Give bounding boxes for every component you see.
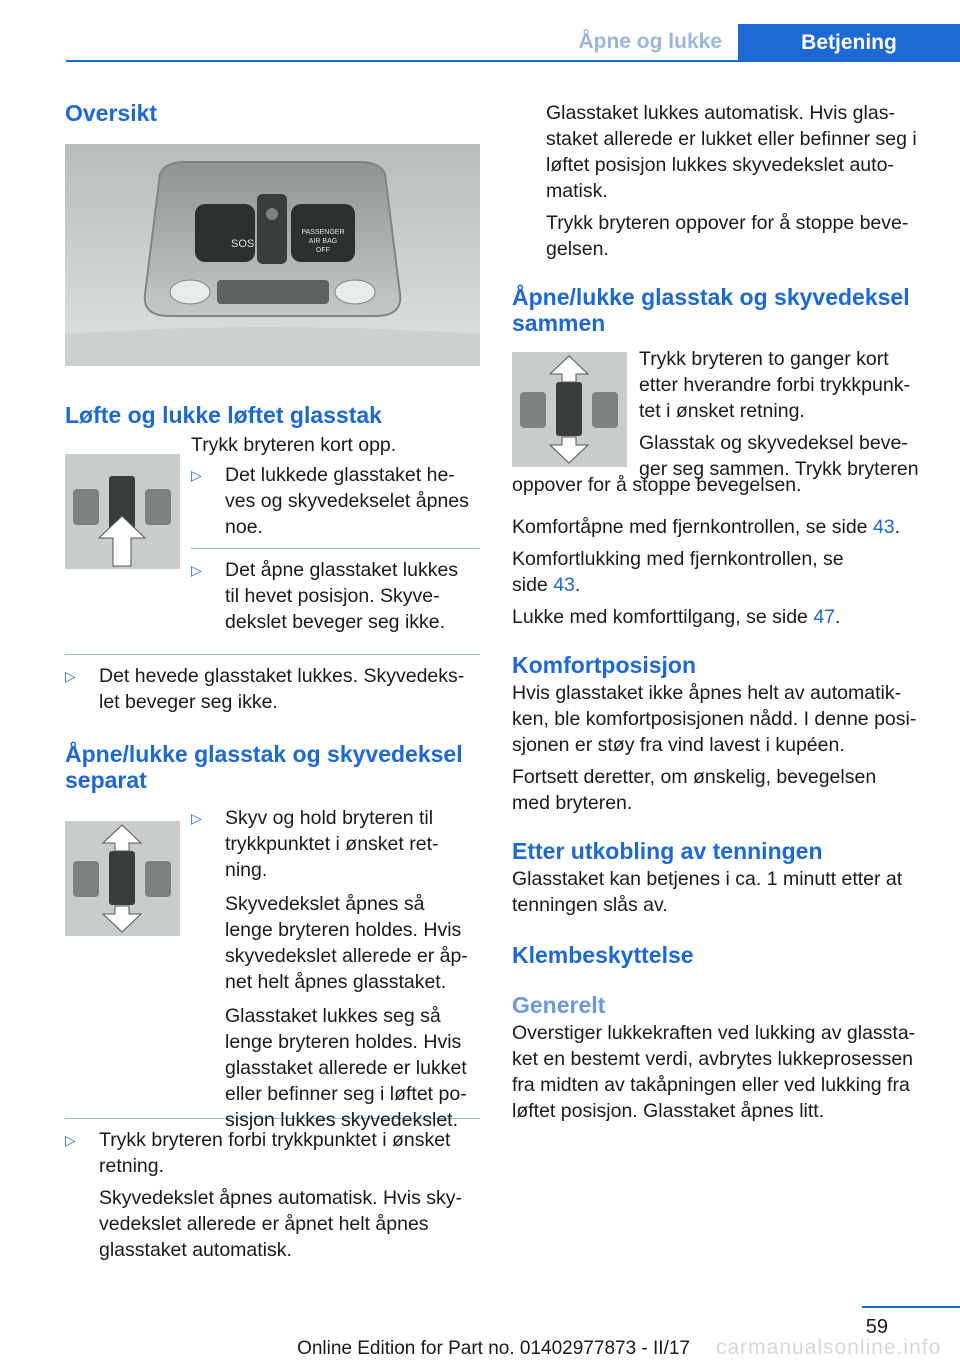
page-number: 59 [865, 1316, 888, 1338]
text-line: med bryteren. [512, 792, 633, 814]
left-column [65, 100, 480, 1263]
heading-oversikt: Oversikt [65, 100, 158, 126]
text-line: net helt åpnes glasstaket. [225, 971, 447, 993]
bullet-marker-icon: ▷ [191, 562, 202, 578]
text-line: eller befinner seg i løftet po‐ [225, 1083, 467, 1105]
watermark: carmanualsonline.info [716, 1336, 942, 1359]
switch-slide-figure [65, 821, 180, 936]
lofte-bullet-2 [191, 557, 480, 635]
text-line: Trykk bryteren oppover for å stoppe beve‐ [546, 212, 909, 234]
heading-line: separat [65, 767, 147, 793]
ref-text: Lukke med komforttilgang, se side [512, 606, 814, 628]
sos-label: SOS [231, 238, 255, 250]
passenger-airbag-label: PASSENGER [301, 229, 345, 236]
airbag-off-label: OFF [316, 247, 330, 254]
page-link-47[interactable]: 47 [813, 606, 836, 628]
ref-end: . [835, 606, 841, 628]
text-line: Komfortlukking med fjernkontrollen, se [512, 548, 844, 570]
bullet-marker-icon: ▷ [65, 668, 76, 684]
text-line: retning. [99, 1155, 165, 1177]
ref-text: Komfortåpne med fjernkontrollen, se side [512, 516, 873, 538]
text-line: Glasstak og skyvedeksel beve‐ [639, 432, 908, 454]
text-line: Skyvedekslet åpnes så [225, 893, 425, 915]
text-line: oppover for å stoppe bevegelsen. [512, 474, 802, 496]
text-line: Det åpne glasstaket lukkes [225, 559, 459, 581]
separat-bullet-2 [65, 1127, 480, 1263]
text-line: Overstiger lukkekraften ved lukking av glassta‐ [512, 1022, 916, 1044]
switch-slide-illustration [65, 821, 180, 936]
heading-line: sammen [512, 310, 606, 336]
heading-sammen [512, 284, 932, 336]
text-line: matisk. [546, 180, 608, 202]
text-line: Glasstaket lukkes seg så [225, 1005, 441, 1027]
ref-komforttilgang [512, 604, 932, 630]
text-line: Hvis glasstaket ikke åpnes helt av automatik‐ [512, 682, 902, 704]
footer-rule [862, 1306, 960, 1308]
text-line: Trykk bryteren to ganger kort [639, 348, 889, 370]
continued-text [512, 100, 932, 262]
text-line: ken, ble komfortposisjonen nådd. I denne posi‐ [512, 708, 917, 730]
text-line: Glasstaket lukkes automatisk. Hvis glas‐ [546, 102, 895, 124]
overhead-console-illustration [65, 144, 480, 366]
text-line: ket en bestemt verdi, avbrytes lukkeprosessen [512, 1048, 914, 1070]
text-line: til hevet posisjon. Skyve‐ [225, 585, 440, 607]
right-column [512, 100, 932, 1124]
text-line: trykkpunktet i ønsket ret‐ [225, 833, 439, 855]
text-line: løftet posisjon. Glasstaket åpnes litt. [512, 1100, 825, 1122]
text-line: lenge bryteren holdes. Hvis [225, 1031, 462, 1053]
heading-lofte: Løfte og lukke løftet glasstak [65, 402, 382, 428]
page-link-43[interactable]: 43 [872, 516, 895, 538]
lofte-instruction: Trykk bryteren kort opp. [191, 434, 397, 456]
header-rule [66, 60, 960, 62]
text-line: staket allerede er lukket eller befinner seg i [546, 128, 917, 150]
text-line: lenge bryteren holdes. Hvis [225, 919, 462, 941]
text-line: vedekslet allerede er åpnet helt åpnes [99, 1213, 429, 1235]
header-section-title: Åpne og lukke [578, 30, 722, 53]
ref-text: side [512, 574, 554, 596]
heading-line: Åpne/lukke glasstak og skyvedeksel [512, 284, 910, 310]
airbag-label: AIR BAG [308, 238, 338, 245]
header-chapter-tab: Betjening [738, 24, 960, 62]
heading-etter: Etter utkobling av tenningen [512, 838, 823, 864]
bullet-marker-icon: ▷ [191, 467, 202, 483]
separator [191, 548, 480, 549]
switch-push-figure [65, 454, 180, 569]
ref-komfortlukking [512, 572, 932, 598]
ref-end: . [894, 516, 901, 538]
ref-end: . [574, 574, 581, 596]
text-line: glasstaket allerede er lukket [225, 1057, 467, 1079]
bullet-marker-icon: ▷ [191, 810, 202, 826]
heading-komfortposisjon: Komfortposisjon [512, 652, 696, 678]
text-line: Det hevede glasstaket lukkes. Skyvedeks‐ [99, 665, 465, 687]
heading-separat [65, 741, 480, 793]
text-line: Trykk bryteren forbi trykkpunktet i ønsket [99, 1129, 451, 1151]
text-line: skyvedekslet allerede er åp‐ [225, 945, 468, 967]
text-line: sisjon lukkes skyvedekslet. [225, 1109, 459, 1131]
text-line: fra midten av takåpningen eller ved lukking fra [512, 1074, 910, 1096]
text-line: dekslet beveger seg ikke. [225, 611, 446, 633]
page-link-43[interactable]: 43 [553, 574, 575, 596]
overview-figure [65, 144, 480, 366]
bullet-marker-icon: ▷ [65, 1132, 76, 1148]
text-line: etter hverandre forbi trykkpunk‐ [639, 374, 910, 396]
text-line: løftet posisjon lukkes skyvedekslet auto‐ [546, 154, 894, 176]
separat-block [65, 805, 480, 1145]
text-line: ger seg sammen. Trykk bryteren [639, 458, 919, 480]
separat-bullet-1 [191, 805, 480, 1133]
switch-double-figure [512, 352, 627, 467]
text-line: gelsen. [546, 238, 609, 260]
sammen-block [512, 346, 932, 478]
lofte-block [65, 432, 480, 682]
heading-klembeskyttelse: Klembeskyttelse [512, 942, 694, 968]
heading-line: Åpne/lukke glasstak og skyvedeksel [65, 741, 463, 767]
heading-generelt: Generelt [512, 992, 606, 1018]
text-line: Glasstaket kan betjenes i ca. 1 minutt etter at [512, 868, 903, 890]
text-line: tenningen slås av. [512, 894, 668, 916]
lofte-bullet-3 [65, 663, 480, 715]
text-line: sjonen er støy fra vind lavest i kupéen. [512, 734, 845, 756]
text-line: ves og skyvedekselet åpnes [225, 490, 469, 512]
text-line: Skyvedekslet åpnes automatisk. Hvis sky‐ [99, 1187, 463, 1209]
text-line: ning. [225, 859, 268, 881]
text-line: noe. [225, 516, 263, 538]
text-line: glasstaket automatisk. [99, 1239, 292, 1261]
text-line: Skyv og hold bryteren til [225, 807, 434, 829]
switch-double-illustration [512, 352, 627, 467]
text-line: Det lukkede glasstaket he‐ [225, 464, 455, 486]
switch-push-illustration [65, 454, 180, 569]
ref-komfortapne [512, 514, 932, 540]
text-line: let beveger seg ikke. [99, 691, 278, 713]
text-line: tet i ønsket retning. [639, 400, 805, 422]
lofte-bullet-1 [191, 462, 480, 540]
edition-note: Online Edition for Part no. 01402977873 - II/17 [297, 1338, 690, 1359]
text-line: Fortsett deretter, om ønskelig, bevegelsen [512, 766, 877, 788]
